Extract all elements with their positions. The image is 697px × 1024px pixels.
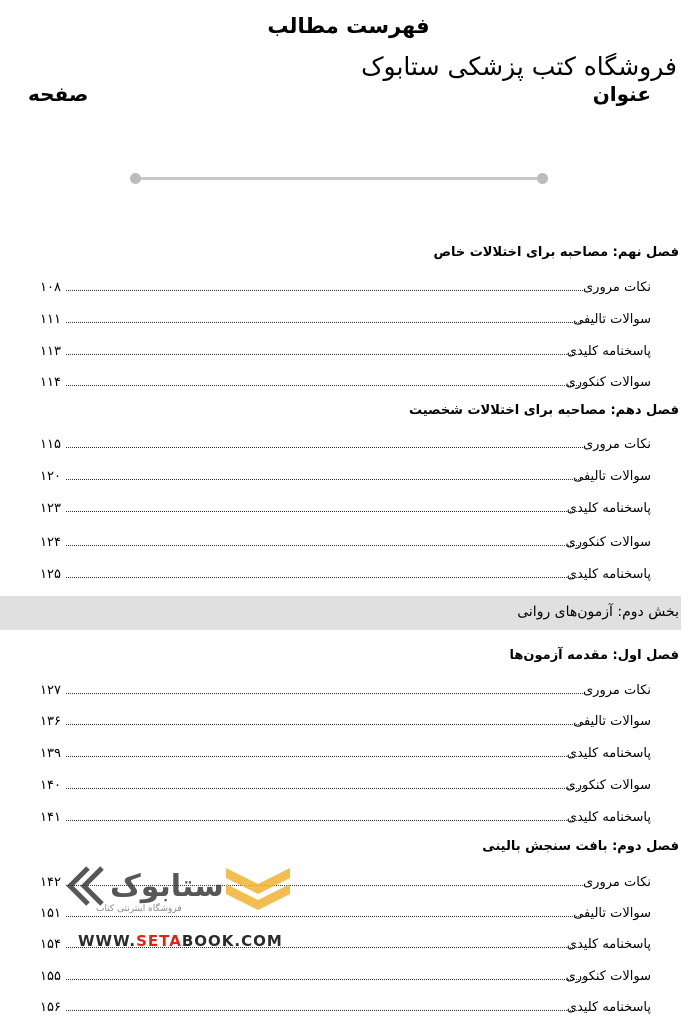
toc-entry-label: نکات مروری: [583, 280, 651, 295]
toc-entry-label: سوالات کنکوری: [565, 375, 651, 390]
chapter-heading: فصل دوم: بافت سنجش بالینی: [482, 839, 679, 854]
toc-entry-page: ۱۲۷: [40, 683, 61, 698]
column-header-title: عنوان: [592, 82, 651, 106]
dot-leader: [66, 479, 583, 480]
toc-entry-label: سوالات کنکوری: [565, 778, 651, 793]
toc-entry[interactable]: [40, 741, 651, 761]
watermark-url-prefix: WWW.: [78, 932, 137, 950]
toc-entry-label: نکات مروری: [583, 683, 651, 698]
toc-entry-page: ۱۴۱: [40, 810, 61, 825]
toc-entry[interactable]: [40, 307, 651, 327]
divider-right-dot: [537, 173, 548, 184]
store-title: فروشگاه کتب پزشکی ستابوک: [361, 52, 677, 81]
divider-left-dot: [130, 173, 141, 184]
toc-entry[interactable]: [40, 464, 651, 484]
dot-leader: [66, 756, 583, 757]
chapter-heading: فصل اول: مقدمه آزمون‌ها: [509, 648, 679, 663]
toc-entry-label: سوالات کنکوری: [565, 535, 651, 550]
watermark-url-suffix: BOOK.COM: [181, 932, 283, 950]
toc-entry[interactable]: [40, 773, 651, 793]
toc-entry-page: ۱۱۳: [40, 344, 61, 359]
toc-entry-label: پاسخنامه کلیدی: [566, 344, 651, 359]
dot-leader: [66, 979, 583, 980]
toc-entry-label: پاسخنامه کلیدی: [566, 1000, 651, 1015]
toc-entry-label: پاسخنامه کلیدی: [566, 810, 651, 825]
dot-leader: [66, 788, 583, 789]
dot-leader: [66, 290, 583, 291]
toc-entry-page: ۱۱۴: [40, 375, 61, 390]
toc-entry[interactable]: [40, 275, 651, 295]
toc-entry-label: پاسخنامه کلیدی: [566, 567, 651, 582]
toc-entry-label: نکات مروری: [583, 875, 651, 890]
dot-leader: [66, 724, 583, 725]
toc-entry[interactable]: [40, 562, 651, 582]
toc-entry-page: ۱۱۵: [40, 437, 61, 452]
watermark-url-red: SETA: [136, 932, 182, 950]
toc-entry-label: پاسخنامه کلیدی: [566, 746, 651, 761]
toc-entry-label: سوالات کنکوری: [565, 969, 651, 984]
toc-entry-label: سوالات تالیفی: [573, 312, 651, 327]
page-title: فهرست مطالب: [267, 14, 430, 38]
toc-entry-page: ۱۵۵: [40, 969, 61, 984]
watermark-tagline: فروشگاه اینترنتی کتاب: [96, 904, 182, 914]
chapter-heading: فصل نهم: مصاحبه برای اختلالات خاص: [433, 245, 679, 260]
dot-leader: [66, 385, 583, 386]
toc-entry-page: ۱۴۰: [40, 778, 61, 793]
toc-entry[interactable]: [40, 530, 651, 550]
watermark-brand-text: ستابوک: [110, 869, 224, 904]
decorative-divider-line: [135, 177, 543, 180]
toc-entry-page: ۱۳۶: [40, 714, 61, 729]
double-chevron-icon: [70, 868, 102, 904]
dot-leader: [66, 447, 583, 448]
chapter-heading: فصل دهم: مصاحبه برای اختلالات شخصیت: [408, 403, 679, 418]
toc-entry-label: پاسخنامه کلیدی: [566, 501, 651, 516]
dot-leader: [66, 511, 583, 512]
toc-entry-page: ۱۵۶: [40, 1000, 61, 1015]
toc-entry-page: ۱۲۴: [40, 535, 61, 550]
toc-entry-page: ۱۱۱: [40, 312, 61, 327]
toc-entry[interactable]: [40, 432, 651, 452]
section-heading: بخش دوم: آزمون‌های روانی: [517, 604, 679, 620]
toc-entry[interactable]: [40, 678, 651, 698]
toc-entry[interactable]: [40, 496, 651, 516]
toc-entry-page: ۱۲۰: [40, 469, 61, 484]
column-header-page: صفحه: [28, 82, 89, 106]
dot-leader: [66, 322, 583, 323]
toc-entry[interactable]: [40, 370, 651, 390]
dot-leader: [66, 354, 583, 355]
toc-entry-page: ۱۲۵: [40, 567, 61, 582]
toc-entry-label: سوالات تالیفی: [573, 714, 651, 729]
dot-leader: [66, 820, 583, 821]
toc-entry-page: ۱۴۲: [40, 875, 61, 890]
toc-entry-page: ۱۳۹: [40, 746, 61, 761]
dot-leader: [66, 1010, 583, 1011]
toc-entry-page: ۱۲۳: [40, 501, 61, 516]
watermark-url: [78, 932, 283, 950]
toc-entry[interactable]: [40, 964, 651, 984]
toc-entry-label: پاسخنامه کلیدی: [566, 937, 651, 952]
toc-entry-label: سوالات تالیفی: [573, 469, 651, 484]
toc-entry[interactable]: [40, 995, 651, 1015]
toc-entry-label: سوالات تالیفی: [573, 906, 651, 921]
toc-entry-page: ۱۰۸: [40, 280, 61, 295]
toc-entry-page: ۱۵۴: [40, 937, 61, 952]
dot-leader: [66, 577, 583, 578]
dot-leader: [66, 545, 583, 546]
toc-entry-label: نکات مروری: [583, 437, 651, 452]
toc-entry[interactable]: [40, 709, 651, 729]
toc-entry[interactable]: [40, 805, 651, 825]
dot-leader: [66, 693, 583, 694]
toc-entry[interactable]: [40, 339, 651, 359]
toc-entry-page: ۱۵۱: [40, 906, 61, 921]
book-stack-icon: [226, 868, 290, 910]
